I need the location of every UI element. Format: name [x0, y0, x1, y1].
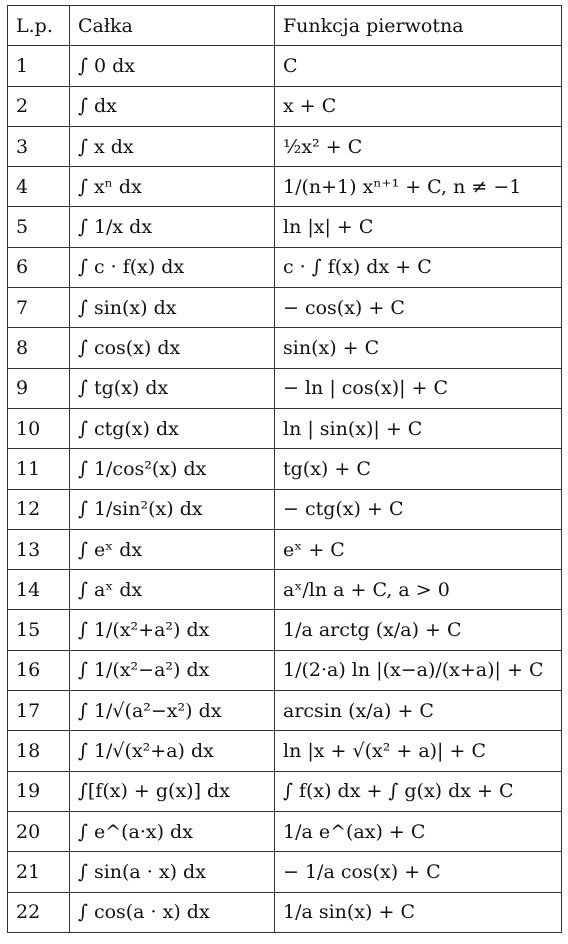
antiderivative-cell: C: [275, 46, 562, 86]
table-row: [8, 247, 562, 287]
row-number: 11: [8, 449, 70, 489]
row-number: 17: [8, 691, 70, 731]
integral-cell: ∫ dx: [70, 86, 275, 126]
row-number: 8: [8, 328, 70, 368]
row-number: 16: [8, 650, 70, 690]
row-number: 14: [8, 570, 70, 610]
antiderivative-cell: 1/(2·a) ln |(x−a)/(x+a)| + C: [275, 650, 562, 690]
antiderivative-cell: sin(x) + C: [275, 328, 562, 368]
row-number: 19: [8, 771, 70, 811]
antiderivative-cell: x + C: [275, 86, 562, 126]
table-row: [8, 852, 562, 892]
header-integral: Całka: [70, 6, 275, 46]
integral-cell: ∫ 1/x dx: [70, 207, 275, 247]
integral-cell: ∫ 1/√(x²+a) dx: [70, 731, 275, 771]
integral-cell: ∫ x dx: [70, 126, 275, 166]
table-row: [8, 650, 562, 690]
row-number: 15: [8, 610, 70, 650]
integral-cell: ∫ cos(x) dx: [70, 328, 275, 368]
row-number: 6: [8, 247, 70, 287]
table-row: [8, 811, 562, 851]
table-row: [8, 731, 562, 771]
integral-cell: ∫ 1/(x²+a²) dx: [70, 610, 275, 650]
row-number: 5: [8, 207, 70, 247]
row-number: 13: [8, 529, 70, 569]
table-row: [8, 449, 562, 489]
antiderivative-cell: eˣ + C: [275, 529, 562, 569]
table-row: [8, 610, 562, 650]
integral-cell: ∫ 1/√(a²−x²) dx: [70, 691, 275, 731]
integral-cell: ∫ eˣ dx: [70, 529, 275, 569]
row-number: 12: [8, 489, 70, 529]
antiderivative-cell: ln |x + √(x² + a)| + C: [275, 731, 562, 771]
integral-cell: ∫ 0 dx: [70, 46, 275, 86]
table-row: [8, 46, 562, 86]
antiderivative-cell: − cos(x) + C: [275, 288, 562, 328]
row-number: 3: [8, 126, 70, 166]
row-number: 21: [8, 852, 70, 892]
antiderivative-cell: 1/a arctg (x/a) + C: [275, 610, 562, 650]
row-number: 22: [8, 892, 70, 932]
integral-cell: ∫[f(x) + g(x)] dx: [70, 771, 275, 811]
table-row: [8, 328, 562, 368]
table-row: [8, 207, 562, 247]
table-row: [8, 489, 562, 529]
antiderivative-cell: − ln | cos(x)| + C: [275, 368, 562, 408]
table-row: [8, 408, 562, 448]
antiderivative-cell: ½x² + C: [275, 126, 562, 166]
table-row: [8, 288, 562, 328]
table-row: [8, 771, 562, 811]
antiderivative-cell: tg(x) + C: [275, 449, 562, 489]
antiderivative-cell: ∫ f(x) dx + ∫ g(x) dx + C: [275, 771, 562, 811]
table-row: [8, 126, 562, 166]
integral-cell: ∫ sin(a · x) dx: [70, 852, 275, 892]
antiderivative-cell: arcsin (x/a) + C: [275, 691, 562, 731]
integral-cell: ∫ ctg(x) dx: [70, 408, 275, 448]
row-number: 10: [8, 408, 70, 448]
row-number: 2: [8, 86, 70, 126]
antiderivative-cell: 1/a sin(x) + C: [275, 892, 562, 932]
integral-cell: ∫ aˣ dx: [70, 570, 275, 610]
antiderivative-cell: ln | sin(x)| + C: [275, 408, 562, 448]
antiderivative-cell: 1/a e^(ax) + C: [275, 811, 562, 851]
table-row: [8, 691, 562, 731]
row-number: 18: [8, 731, 70, 771]
antiderivative-cell: 1/(n+1) xⁿ⁺¹ + C, n ≠ −1: [275, 167, 562, 207]
antiderivative-cell: − ctg(x) + C: [275, 489, 562, 529]
table-body: [8, 46, 562, 933]
antiderivative-cell: − 1/a cos(x) + C: [275, 852, 562, 892]
row-number: 7: [8, 288, 70, 328]
antiderivative-cell: c · ∫ f(x) dx + C: [275, 247, 562, 287]
row-number: 9: [8, 368, 70, 408]
integral-cell: ∫ 1/(x²−a²) dx: [70, 650, 275, 690]
integral-cell: ∫ tg(x) dx: [70, 368, 275, 408]
integrals-table: [7, 5, 562, 933]
integral-cell: ∫ 1/sin²(x) dx: [70, 489, 275, 529]
table-row: [8, 368, 562, 408]
table-row: [8, 570, 562, 610]
table-row: [8, 892, 562, 932]
integral-cell: ∫ 1/cos²(x) dx: [70, 449, 275, 489]
header-lp: L.p.: [8, 6, 70, 46]
header-antiderivative: Funkcja pierwotna: [275, 6, 562, 46]
row-number: 1: [8, 46, 70, 86]
integral-cell: ∫ cos(a · x) dx: [70, 892, 275, 932]
integral-cell: ∫ sin(x) dx: [70, 288, 275, 328]
row-number: 20: [8, 811, 70, 851]
table-row: [8, 167, 562, 207]
header-row: [8, 6, 562, 46]
integral-cell: ∫ xⁿ dx: [70, 167, 275, 207]
row-number: 4: [8, 167, 70, 207]
table-row: [8, 86, 562, 126]
table-row: [8, 529, 562, 569]
antiderivative-cell: aˣ/ln a + C, a > 0: [275, 570, 562, 610]
integral-cell: ∫ c · f(x) dx: [70, 247, 275, 287]
antiderivative-cell: ln |x| + C: [275, 207, 562, 247]
integral-cell: ∫ e^(a·x) dx: [70, 811, 275, 851]
